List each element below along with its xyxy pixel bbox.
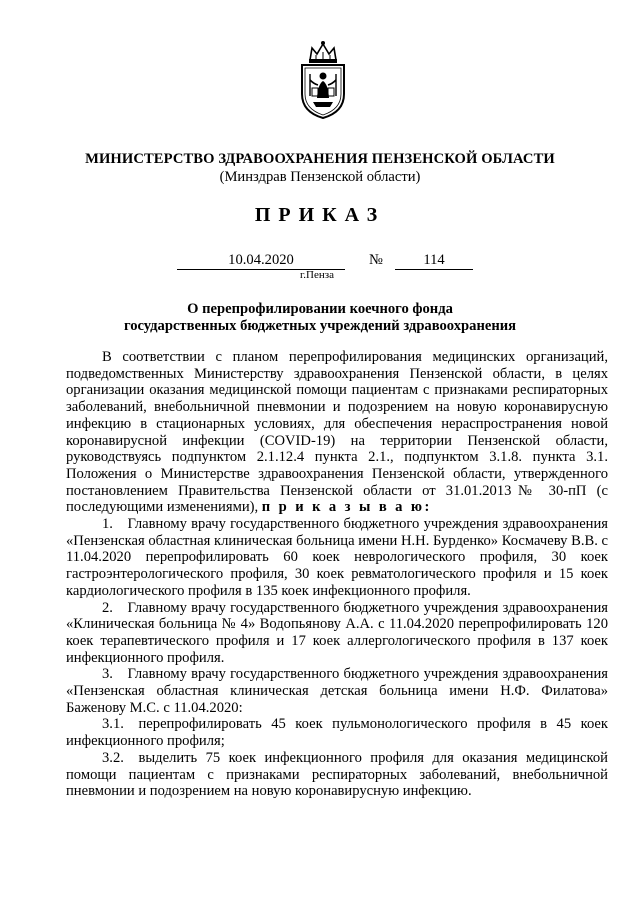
- intro-text: В соответствии с планом перепрофилирования медицинских организаций, подведомственных Министерству здравоохранения Пензенской области, в целях организации оказания медицинской помощи пациентам с признаками респираторных заболеваний, внебольничной пневмонии и подозрением на новую коронавирусную инфекцию в стационарных условиях, для обеспечения нераспространения новой коронавирусной инфекции (COVID-19) на территории Пензенской области, руководствуясь подпунктом 2.1.12.4 пункта 2.1., подпунктом 3.1.8. пункта 3.1. Положения о Министерстве здравоохранения Пензенской области, утвержденного постановлением Правительства Пензенской области от 31.01.2013№ 30-пП (с последующими изменениями),: [66, 349, 608, 516]
- item-3-2: 3.2. выделить 75 коек инфекционного профиля для оказания медицинской помощи пациентам с признаками респираторных заболеваний, внебольничной пневмонии и подозрением на новую коронавирусную инфекцию.: [66, 749, 608, 800]
- ministry-short-name: (Минздрав Пензенской области): [219, 169, 421, 185]
- order-date: 10.04.2020: [177, 252, 345, 270]
- order-subject-line-1: О перепрофилировании коечного фонда: [187, 301, 453, 317]
- order-body: [66, 349, 608, 800]
- order-subject-line-2: государственных бюджетных учреждений здравоохранения: [123, 318, 517, 334]
- item-1: 1. Главному врачу государственного бюджетного учреждения здравоохранения «Пензенская областная клиническая больница имени Н.Н. Бурденко» Космачеву В.В. с 11.04.2020 перепрофилировать 60 коек неврологического профиля, 30 коек гастроэнтерологического профиля, 30 коек ревматологического профиля и 15 коек кардиологического профиля в 135 коек инфекционного профиля.: [66, 516, 608, 599]
- item-3: 3. Главному врачу государственного бюджетного учреждения здравоохранения «Пензенская областная клиническая детская больница имени Н.Ф. Филатова» Баженову М.С. с 11.04.2020:: [66, 666, 608, 716]
- order-number-label: №: [369, 252, 383, 268]
- item-3-1: 3.1. перепрофилировать 45 коек пульмонологического профиля в 45 коек инфекционного профиля;: [66, 716, 608, 750]
- item-2: 2. Главному врачу государственного бюджетного учреждения здравоохранения «Клиническая больница № 4» Водопьянову А.А. с 11.04.2020 перепрофилировать 120 коек терапевтического профиля и 17 коек аллергологического профиля в 137 коек инфекционного профиля.: [66, 599, 608, 666]
- intro-paragraph: [66, 349, 608, 516]
- ministry-name: МИНИСТЕРСТВО ЗДРАВООХРАНЕНИЯ ПЕНЗЕНСКОЙ ОБЛАСТИ: [85, 151, 555, 167]
- order-subject: [0, 301, 640, 335]
- order-word: п р и к а з ы в а ю:: [261, 499, 432, 516]
- order-number: 114: [395, 252, 473, 270]
- coat-of-arms-icon: [296, 40, 350, 120]
- order-city: г.Пенза: [300, 269, 334, 281]
- document-type-title: ПРИКАЗ: [254, 204, 386, 226]
